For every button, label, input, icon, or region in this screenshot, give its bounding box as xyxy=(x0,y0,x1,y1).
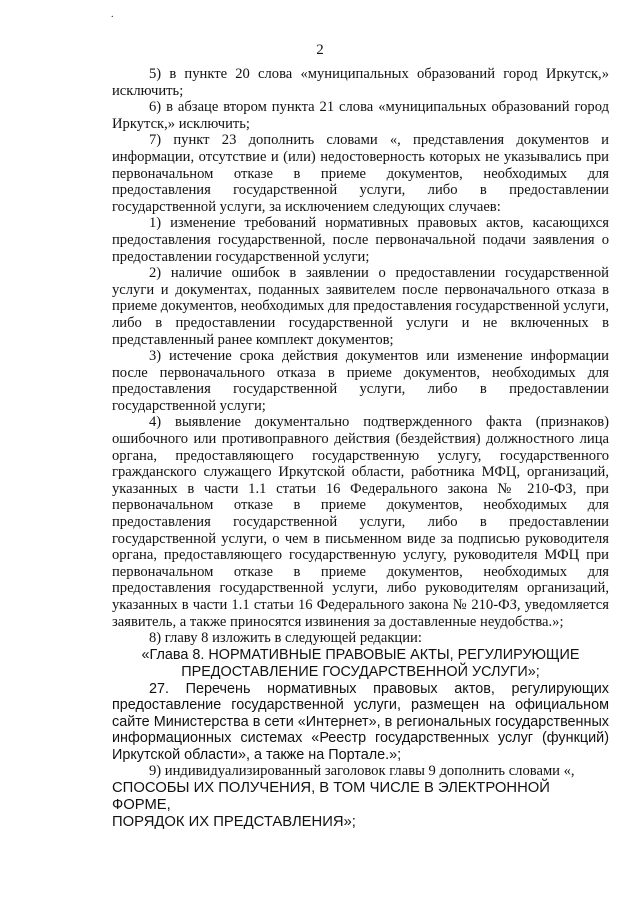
corner-mark: . xyxy=(111,9,114,20)
paragraph-case-4: 4) выявление документально подтвержденного факта (признаков) ошибочного или противоправного действия (бездействия) должностного лица органа, предоставляющего государственную услугу, государственного гражданского служащего Иркутской области, работника МФЦ, организаций, указанных в части 1.1 статьи 16 Федерального закона № 210-ФЗ, при первоначальном отказе в приеме документов, необходимых для предоставления государственной услуги, либо в предоставлении государственной услуги, о чем в письменном виде за подписью руководителя органа, предоставляющего государственную услугу, руководителя МФЦ при первоначальном отказе в приеме документов, необходимых для предоставления государственной услуги, либо руководителям организаций, указанных в части 1.1 статьи 16 Федерального закона № 210-ФЗ, уведомляется заявитель, а также приносятся извинения за доставленные неудобства.»; xyxy=(112,414,609,630)
paragraph-item-7: 7) пункт 23 дополнить словами «, представления документов и информации, отсутствие и (или) недостоверность которых не указывались при первоначальном отказе в приеме документов, необходимых для предоставления государственной услуги, либо в предоставлении государственной услуги, за исключением следующих случаев: xyxy=(112,132,609,215)
chapter-heading-line-1: «Глава 8. НОРМАТИВНЫЕ ПРАВОВЫЕ АКТЫ, РЕГУЛИРУЮЩИЕ xyxy=(141,646,580,663)
paragraph-item-6: 6) в абзаце втором пункта 21 слова «муниципальных образований город Иркутск,» исключить; xyxy=(112,99,609,132)
page-number: 2 xyxy=(316,42,324,58)
paragraph-case-2: 2) наличие ошибок в заявлении о предоставлении государственной услуги и документах, поданных заявителем после первоначального отказа в приеме документов, необходимых для предоставления государственной услуги, либо в предоставлении государственной услуги и не включенных в представленный ранее комплект документов; xyxy=(112,265,609,348)
closing-line-2: ПОРЯДОК ИХ ПРЕДСТАВЛЕНИЯ»; xyxy=(112,813,356,830)
paragraph-item-8: 8) главу 8 изложить в следующей редакции: xyxy=(149,630,422,647)
paragraph-case-1: 1) изменение требований нормативных правовых актов, касающихся предоставления государственной, после первоначальной подачи заявления о предоставлении государственной услуги; xyxy=(112,215,609,265)
closing-line-1: СПОСОБЫ ИХ ПОЛУЧЕНИЯ, В ТОМ ЧИСЛЕ В ЭЛЕКТРОННОЙ ФОРМЕ, xyxy=(112,779,550,813)
paragraph-item-5: 5) в пункте 20 слова «муниципальных образований город Иркутск,» исключить; xyxy=(112,66,609,99)
document-body xyxy=(112,66,609,831)
paragraph-27: 27. Перечень нормативных правовых актов, регулирующих предоставление государственной услуги, размещен на официальном сайте Министерства в сети «Интернет», в региональных государственных информационных системах «Реестр государственных услуг (функций) Иркутской области», а также на Портале.»; xyxy=(112,680,609,763)
chapter-heading-line-2: ПРЕДОСТАВЛЕНИЕ ГОСУДАРСТВЕННОЙ УСЛУГИ»; xyxy=(181,663,540,680)
paragraph-item-9: 9) индивидуализированный заголовок главы 9 дополнить словами «, xyxy=(149,763,575,780)
paragraph-case-3: 3) истечение срока действия документов или изменение информации после первоначального отказа в приеме документов, необходимых для предоставления государственной услуги, либо в предоставлении государственной услуги; xyxy=(112,348,609,414)
